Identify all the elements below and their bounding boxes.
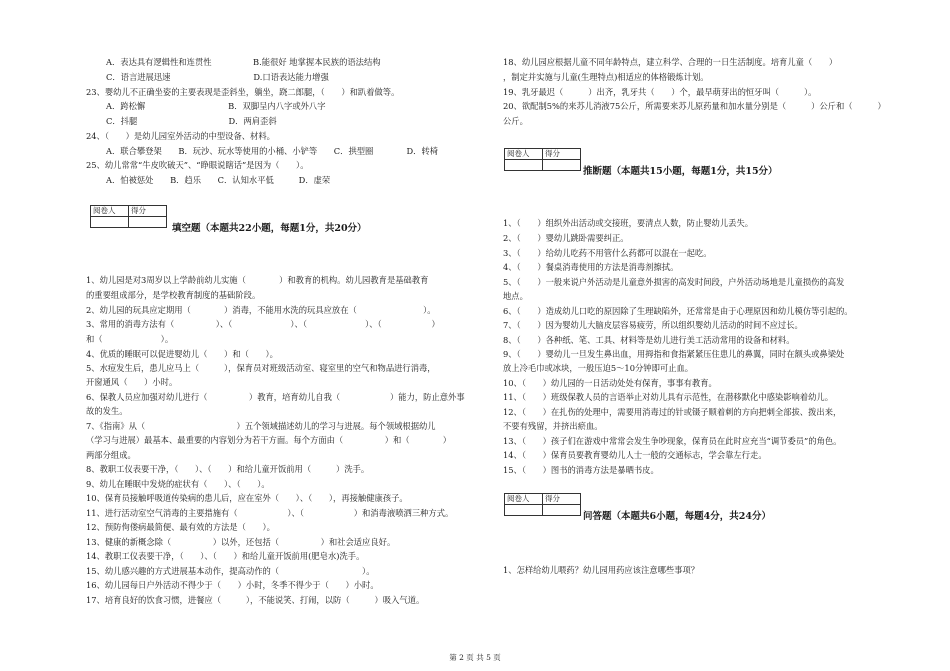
- judgement-line: 2、（ ）婴幼儿跳卧需要纠正。: [503, 233, 629, 243]
- judgement-line: 3、（ ）给幼儿吃药不用管什么药都可以混在一起吃。: [503, 248, 712, 258]
- score-box-score-label: 得分: [543, 149, 581, 160]
- score-box-cell: [543, 505, 581, 516]
- fill-in-line: 的重要组成部分，是学校教育制度的基础阶段。: [86, 290, 261, 300]
- judgement-line: 地点。: [503, 291, 528, 301]
- fill-in-line: 2、幼儿园的玩具应定期用（ ）消毒，不能用水洗的玩具应放在（ ）。: [86, 305, 436, 315]
- score-box-score-label: 得分: [129, 206, 167, 217]
- score-box-reviewer-label: 阅卷人: [505, 149, 543, 160]
- judgement-line: 1、（ ）组织外出活动或交接班，要清点人数，防止婴幼儿丢失。: [503, 218, 754, 228]
- score-box: [90, 205, 167, 228]
- qa-line: 1、怎样给幼儿喂药？幼儿园用药应该注意哪些事项？: [503, 565, 700, 575]
- q23-options-cd: C．抖腿 D．两肩歪斜: [106, 116, 277, 126]
- fill-in-line: 16、幼儿园每日户外活动不得少于（ ）小时，冬季不得少于（ ）小时。: [86, 580, 379, 590]
- judgement-line: 8、（ ）各种纸、笔、工具、材料等是幼儿进行美工活动常用的设备和材料。: [503, 335, 795, 345]
- fill-in-line: 1、幼儿园是对3周岁以上学龄前幼儿实施（ ）和教育的机构。幼儿园教育是基础教育: [86, 275, 429, 285]
- fill-in-line: 5、水痘发生后，患儿应马上（ ），保育员对班级活动室、寝室里的空气和物品进行消毒，: [86, 363, 436, 373]
- q18-line-2: ，制定并实施与儿童(生理特点)相适应的体格锻炼计划。: [503, 72, 709, 82]
- fill-in-line: 两部分组成。: [86, 450, 136, 460]
- judgement-line: 12、（ ）在扎伤的处理中，需要用消毒过的针或镊子顺着刺的方向把刺全部拔、拨出来，: [503, 407, 842, 417]
- judgement-line: 不要有残留，并挤出瘀血。: [503, 421, 603, 431]
- q24-options: A．联合攀登架 B．玩沙、玩水等使用的小桶、小铲等 C．拱型圈 D．转椅: [106, 146, 439, 156]
- fill-in-line: 10、保育员接触呼吸道传染病的患儿后，应在室外（ ）、（ ），再接触健康孩子。: [86, 493, 408, 503]
- fill-in-line: 14、教职工仪表要干净，（ ）、（ ）和给儿童开饭前用(肥皂水)洗手。: [86, 551, 365, 561]
- fill-in-line: 9、幼儿在睡眠中发烧的症状有（ ）、（ ）。: [86, 479, 270, 489]
- score-box: [504, 148, 581, 171]
- fill-in-line: 故的发生。: [86, 406, 128, 416]
- q25-options: A．怕被惩处 B．趋乐 C．认知水平低 D．虚荣: [106, 175, 331, 185]
- section-title-judgement: 推断题（本题共15小题，每题1分，共15分）: [583, 166, 778, 177]
- judgement-line: 5、（ ）一般来说户外活动是儿童意外损害的高发时间段，户外活动场地是儿童损伤的高发: [503, 277, 845, 287]
- score-box-cell: [543, 160, 581, 171]
- score-box-cell: [91, 217, 129, 228]
- judgement-line: 6、（ ）造成幼儿口吃的原因除了生理缺陷外，还常常是由于心理原因和幼儿模仿等引起的。: [503, 306, 853, 316]
- fill-in-line: （学习与进展）最基本、最重要的内容划分为若干方面。每个方面由（ ）和（ ）: [86, 435, 452, 445]
- score-box: [504, 493, 581, 516]
- score-box-cell: [505, 160, 543, 171]
- q22-options-cd: C．语言进展迅速 D.口语表达能力增强: [106, 72, 329, 82]
- fill-in-line: 和（ ）。: [86, 334, 174, 344]
- judgement-line: 放上冷毛巾或冰块，一般压迫5～10分钟即可止血。: [503, 363, 694, 373]
- judgement-line: 9、（ ）婴幼儿一旦发生鼻出血，用拇指和食指紧紧压住患儿的鼻翼，同时在额头或鼻梁处: [503, 349, 845, 359]
- score-box-reviewer-label: 阅卷人: [505, 494, 543, 505]
- section-title-qa: 问答题（本题共6小题，每题4分，共24分）: [583, 511, 771, 522]
- fill-in-line: 3、常用的消毒方法有（ ）、（ ）、（ ）、（ ）: [86, 319, 440, 329]
- judgement-line: 15、（ ）图书的消毒方法是暴晒书皮。: [503, 465, 659, 475]
- score-box-cell: [505, 505, 543, 516]
- q20-line-1: 20、欲配制5%的来苏儿消液75公斤，所需要来苏儿原药量和加水量分别是（ ）公斤和（ ）: [503, 101, 886, 111]
- judgement-line: 14、（ ）保育员要教育婴幼儿人士一般的交通标志，学会靠左行走。: [503, 450, 767, 460]
- fill-in-line: 8、教职工仪表要干净，（ ）、（ ）和给儿童开饭前用（ ）洗手。: [86, 464, 370, 474]
- q18-line-1: 18、幼儿园应根据儿童不同年龄特点，建立科学、合理的一日生活制度。培育儿童（ ）: [503, 57, 838, 67]
- fill-in-line: 13、健康的新概念除（ ）以外，还包括（ ）和社会适应良好。: [86, 537, 396, 547]
- judgement-line: 10、（ ）幼儿园的一日活动处处有保育，事事有教育。: [503, 378, 717, 388]
- score-box-score-label: 得分: [543, 494, 581, 505]
- q23-text: 23、婴幼儿不正确坐姿的主要表现是歪斜坐，躺坐，跷二郎腿，（ ）和趴着做等。: [86, 87, 400, 97]
- section-title-fill-in: 填空题（本题共22小题，每题1分，共20分）: [172, 223, 367, 234]
- fill-in-line: 15、幼儿感兴趣的方式进展基本动作，提高动作的（ ）。: [86, 566, 375, 576]
- judgement-line: 7、（ ）因为婴幼儿大脑皮层容易疲劳，所以组织婴幼儿活动的时间不应过长。: [503, 320, 803, 330]
- fill-in-line: 4、优质的睡眠可以促进婴幼儿（ ）和（ ）。: [86, 349, 278, 359]
- judgement-line: 13、（ ）孩子们在游戏中常常会发生争吵现象，保育员在此时应充当“调节委员”的角色。: [503, 436, 842, 446]
- fill-in-line: 17、培育良好的饮食习惯，进餐应（ ），不能说笑、打闹，以防（ ）吸入气道。: [86, 595, 425, 605]
- judgement-line: 11、（ ）班级保教人员的言语举止对幼儿具有示范性，在潜移默化中感染影响着幼儿。: [503, 392, 833, 402]
- fill-in-line: 开窗通风（ ）小时。: [86, 377, 178, 387]
- score-box-reviewer-label: 阅卷人: [91, 206, 129, 217]
- page-footer: 第 2 页 共 5 页: [449, 653, 501, 662]
- judgement-line: 4、（ ）餐桌消毒使用的方法是消毒剂擦拭。: [503, 262, 679, 272]
- q22-options-ab: A．表达具有逻辑性和连贯性 B.能很好 地掌握本民族的语法结构: [106, 57, 381, 67]
- q20-line-2: 公斤。: [503, 116, 528, 126]
- score-box-cell: [129, 217, 167, 228]
- fill-in-line: 7、《指南》从（ ）五个领域描述幼儿的学习与进展。每个领域根据幼儿: [86, 421, 436, 431]
- fill-in-line: 6、保教人员应加强对幼儿进行（ ）教育，培育幼儿自我（ ）能力，防止意外事: [86, 392, 465, 402]
- q24-text: 24、（ ）是幼儿园室外活动的中型设备、材料。: [86, 131, 275, 141]
- fill-in-line: 11、进行活动室空气消毒的主要措施有（ ）、（ ）和消毒液喷洒三种方式。: [86, 508, 454, 518]
- fill-in-line: 12、预防佝偻病最简便、最有效的方法是（ ）。: [86, 522, 275, 532]
- q19-text: 19、乳牙最迟（ ）出齐，乳牙共（ ）个，最早萌芽出的恒牙叫（ ）。: [503, 87, 817, 97]
- q23-options-ab: A．跨松懈 B．双脚呈内八字或外八字: [106, 101, 326, 111]
- q25-text: 25、幼儿常常“牛皮吹破天”、“睁眼说瞎话”是因为（ ）。: [86, 160, 309, 170]
